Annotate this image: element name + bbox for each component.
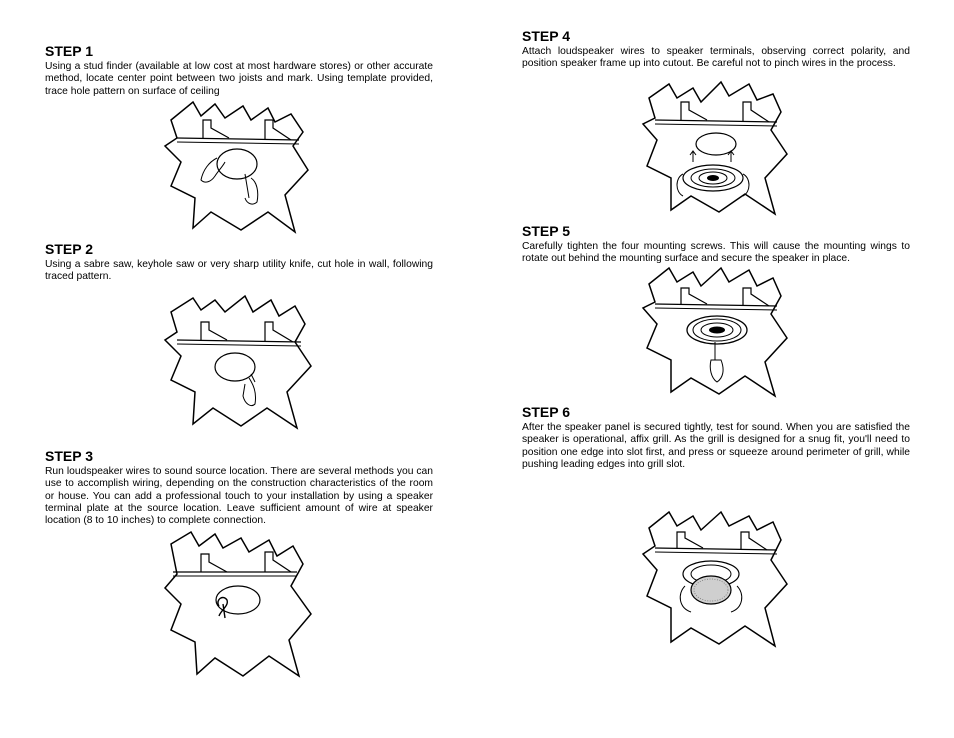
joist-left xyxy=(203,120,229,138)
joist-right xyxy=(743,102,769,122)
joist-left xyxy=(201,554,227,572)
joist-left xyxy=(677,532,703,548)
joist-right xyxy=(265,322,293,342)
step-5-text: Carefully tighten the four mounting screws. This will cause the mounting wings to rotate out behind the mounting surface and secure the speaker in place. xyxy=(522,241,910,265)
step-2 xyxy=(45,241,433,284)
step-6-text: After the speaker panel is secured tightly, test for sound. When you are satisfied the speaker is operational, affix grill. As the grill is designed for a snug fit, you'll need to position one edge into slot first, and press or squeeze around perimeter of grill, while pushing leading edges into grill slot. xyxy=(522,422,910,470)
step-4-text: Attach loudspeaker wires to speaker terminals, observing correct polarity, and position speaker frame up into cutout. Be careful not to pinch wires in the process. xyxy=(522,46,910,70)
wall-line xyxy=(177,340,301,342)
step-5-title: STEP 5 xyxy=(522,223,570,239)
step-6-title: STEP 6 xyxy=(522,404,570,420)
ceiling-outline xyxy=(643,82,787,214)
ceiling-outline xyxy=(165,296,311,428)
ceiling-outline xyxy=(165,102,308,232)
cut-hole xyxy=(215,353,255,381)
wall-line xyxy=(655,304,777,306)
step-4-illustration xyxy=(641,78,791,218)
step-1-illustration xyxy=(163,100,313,235)
step-6-illustration xyxy=(641,508,791,650)
right-hand-pencil xyxy=(245,174,258,204)
grill xyxy=(691,576,731,604)
step-3 xyxy=(45,448,433,527)
step-1 xyxy=(45,43,433,98)
wall-line xyxy=(655,548,777,550)
step-4 xyxy=(522,28,910,71)
screwdriver-hand xyxy=(710,342,723,382)
joist-left xyxy=(681,102,707,120)
wall-line xyxy=(655,120,777,122)
joist-right xyxy=(741,532,767,550)
step-1-title: STEP 1 xyxy=(45,43,93,59)
joist-right xyxy=(265,120,291,140)
template-circle xyxy=(217,149,257,179)
wall-line xyxy=(177,138,299,140)
step-5-illustration xyxy=(641,264,791,399)
left-hand xyxy=(201,158,225,182)
joist-right xyxy=(743,288,769,306)
step-4-title: STEP 4 xyxy=(522,28,570,44)
step-3-text: Run loudspeaker wires to sound source location. There are several methods you can use to accomplish wiring, depending on the construction characteristics of the room or house. You can add a professional touch to your installation by using a speaker terminal plate at the source location. Leave sufficient amount of wire at speaker location (8 to 10 inches) to complete connection. xyxy=(45,466,433,527)
step-6 xyxy=(522,404,910,471)
step-2-illustration xyxy=(163,292,313,432)
step-2-title: STEP 2 xyxy=(45,241,93,257)
joist-left xyxy=(201,322,227,340)
step-2-text: Using a sabre saw, keyhole saw or very sharp utility knife, cut hole in wall, following traced pattern. xyxy=(45,259,433,283)
arrow-left xyxy=(690,151,696,162)
step-1-text: Using a stud finder (available at low cost at most hardware stores) or other accurate method, locate center point between two joists and mark. Using template provided, trace hole pattern on surface of ceiling xyxy=(45,61,433,97)
ceiling-outline xyxy=(165,532,311,676)
step-5 xyxy=(522,223,910,266)
step-3-illustration xyxy=(163,530,313,680)
joist-left xyxy=(681,288,707,304)
step-3-title: STEP 3 xyxy=(45,448,93,464)
